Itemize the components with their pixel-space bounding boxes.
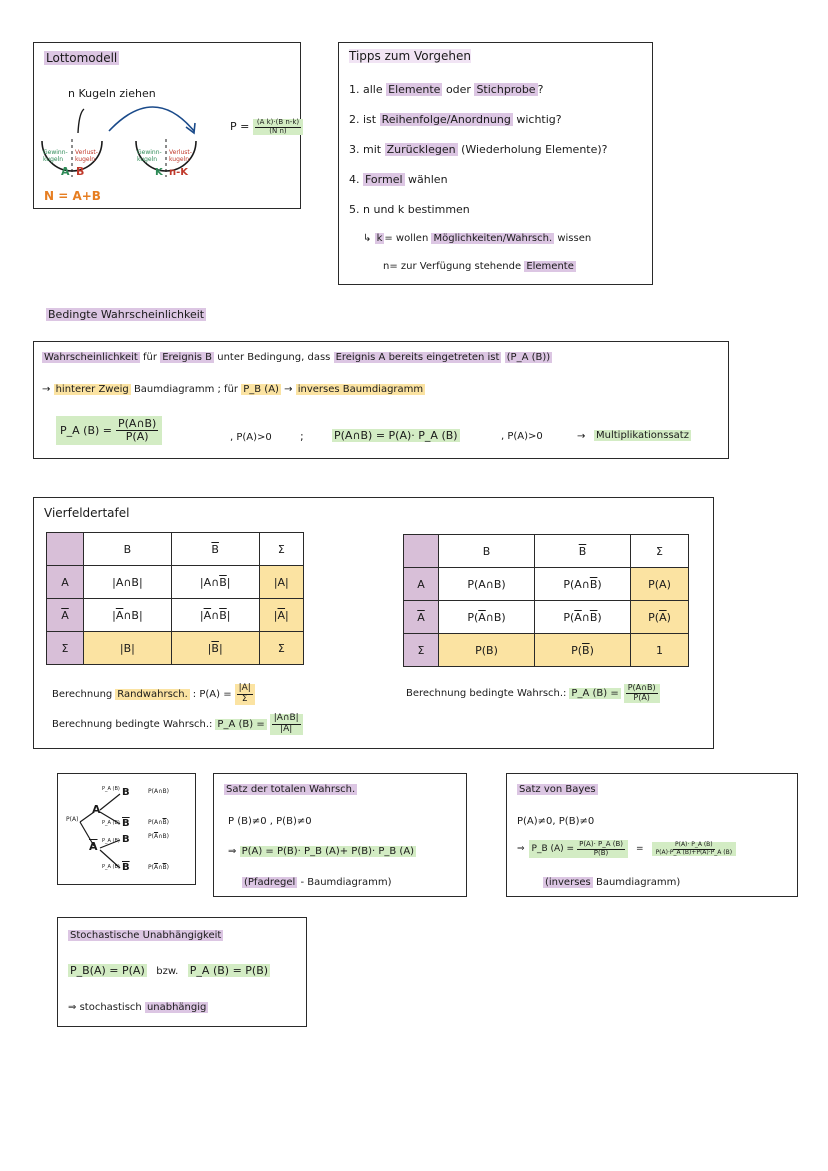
- bayes-title: Satz von Bayes: [519, 784, 596, 795]
- vf2-sum-cell: $P(\overline{B})$: [534, 634, 630, 667]
- fourfield-table-absolute: [46, 532, 304, 665]
- tree-node-b2: B: [122, 834, 130, 845]
- vf2-cell: $P(\overline{A}\cap B)$: [439, 601, 535, 634]
- vf2-head-b: B: [439, 535, 535, 568]
- calc-marginal: Berechnung Randwahrsch. : P(A) = $\frac{|A|}{\Sigma}$: [52, 684, 255, 705]
- vf1-row-a: A: [47, 566, 84, 599]
- mult-formula: P(A∩B) = P(A)· P_A (B): [334, 429, 458, 442]
- tree-node-b: B: [122, 787, 130, 798]
- urn1-left-label: Gewinn-kugeln: [43, 149, 68, 163]
- calc-conditional-prob: Berechnung bedingte Wahrsch.: P_A (B) = $\frac{P(A\cap B)}{P(A)}$: [406, 684, 660, 703]
- tree-box: [57, 773, 196, 885]
- vf2-row-a: A: [404, 568, 439, 601]
- vf1-head-bbar: $\overline{B}$: [171, 533, 259, 566]
- urn1-right-label: Verlust-kugeln: [75, 149, 98, 163]
- mult-arrow: →: [577, 431, 586, 442]
- independence-result: ⇒ stochastisch unabhängig: [68, 1002, 207, 1013]
- cond-frac: $\frac{P(A\cap B)}{P(A)}$: [118, 417, 157, 444]
- bayes-note: (inverses Baumdiagramm): [545, 877, 681, 888]
- total-prob-formula: ⇒ P(A) = P(B)· P_B (A)+ P(B)· P_B (A): [228, 846, 415, 857]
- mult-label: Multiplikationssatz: [596, 430, 689, 441]
- urn1-right-var: B: [76, 165, 85, 178]
- calc-conditional-abs: Berechnung bedingte Wahrsch.: P_A (B) = $\frac{|A\cap B|}{|A|}$: [52, 714, 303, 735]
- bayes-box: [506, 773, 798, 897]
- vf1-cell: $|\overline{A}\cap B|$: [84, 599, 172, 632]
- vf2-cell: P(A∩B): [439, 568, 535, 601]
- urn1-left-var: A: [61, 165, 70, 178]
- vf1-corner: [47, 533, 84, 566]
- urn2-right-var: n-K: [169, 167, 189, 178]
- total-prob-box: [213, 773, 467, 897]
- tree-node-bbar: $\overline{B}$: [122, 818, 130, 829]
- vf1-sum-cell: |B|: [84, 632, 172, 665]
- bayes-formula: ⇒ P_B (A) = $\frac{P(A)\cdot P\_A (B)}{P(B)}$ = $\frac{P(A)\cdot P\_A (B)}{P(A)\cdot P\_A (B)+P(A)\cdot P\_A (B)}$: [517, 840, 736, 858]
- tip-5-sub-1: ↳ k = wollen Möglichkeiten/Wahrsch. wissen: [363, 233, 592, 244]
- vf1-head-sum: Σ: [259, 533, 303, 566]
- vf2-cell: $P(\overline{A}\cap\overline{B})$: [534, 601, 630, 634]
- vf1-sum-cell: $|\overline{B}|$: [171, 632, 259, 665]
- total-prob-note: (Pfadregel - Baumdiagramm): [244, 877, 392, 888]
- urn2-left-var: K: [155, 167, 163, 178]
- cond-separator: ;: [300, 430, 304, 443]
- cond-condition-2: , P(A)>0: [501, 431, 543, 442]
- vf1-cell: $|\overline{A}\cap\overline{B}|$: [171, 599, 259, 632]
- tips-title: Tipps zum Vorgehen: [349, 49, 471, 63]
- lotto-p-num: (A k)·(B n-k): [256, 118, 300, 126]
- tree-node-a: A: [92, 803, 101, 816]
- total-prob-title: Satz der totalen Wahrsch.: [226, 784, 356, 795]
- tip-3: 3. mit Zurücklegen (Wiederholung Elemente)?: [349, 143, 608, 156]
- lotto-p-den: (N n): [269, 126, 287, 135]
- fourfield-box: [33, 497, 714, 749]
- vf2-head-sum: Σ: [631, 535, 689, 568]
- vf2-head-bbar: $\overline{B}$: [534, 535, 630, 568]
- independence-formula: P_B(A) = P(A) bzw. P_A (B) = P(B): [70, 964, 269, 977]
- vf2-sum-cell: P(A): [631, 568, 689, 601]
- tip-1: 1. alle Elemente oder Stichprobe ?: [349, 83, 544, 96]
- conditional-heading: Bedingte Wahrscheinlichkeit: [48, 308, 205, 321]
- total-formula: N = A+B: [44, 189, 101, 203]
- lotto-box: [33, 42, 301, 209]
- vf2-sum-cell: P(B): [439, 634, 535, 667]
- vf1-row-sum: Σ: [47, 632, 84, 665]
- vf1-cell: |A∩B|: [84, 566, 172, 599]
- tips-box: [338, 42, 653, 285]
- tree-root: P(A): [66, 816, 79, 823]
- independence-box: [57, 917, 307, 1027]
- tip-4: 4. Formel wählen: [349, 173, 448, 186]
- independence-title: Stochastische Unabhängigkeit: [70, 930, 222, 941]
- conditional-box: [33, 341, 729, 459]
- conditional-line-2: → hinterer Zweig Baumdiagramm ; für P_B (A) → inverses Baumdiagramm: [42, 384, 424, 395]
- vf2-row-sum: Σ: [404, 634, 439, 667]
- total-prob-condition: P (B)≠0 , P(B)≠0: [228, 816, 312, 827]
- tree-branch-label: P_A (B): [102, 820, 120, 826]
- urn2-right-label: Verlust-kugeln: [169, 149, 192, 163]
- vf2-cell: $P(A\cap\overline{B})$: [534, 568, 630, 601]
- lotto-draw-label: n Kugeln ziehen: [68, 87, 156, 100]
- fourfield-title: Vierfeldertafel: [44, 506, 130, 520]
- tree-node-abar: $\overline{A}$: [89, 840, 98, 853]
- vf1-row-abar: $\overline{A}$: [47, 599, 84, 632]
- tree-branch-label: P_A (B): [102, 786, 120, 792]
- tree-leaf: $P(\overline{A}\cap\overline{B})$: [148, 864, 169, 871]
- vf2-total: 1: [631, 634, 689, 667]
- cond-lhs: P_A (B) =: [60, 424, 112, 438]
- tip-2: 2. ist Reihenfolge/Anordnung wichtig?: [349, 113, 562, 126]
- tree-leaf: $P(A\cap\overline{B})$: [148, 819, 169, 826]
- vf1-head-b: B: [84, 533, 172, 566]
- tree-leaf: $P(\overline{A}\cap B)$: [148, 833, 169, 840]
- urn2-left-label: Gewinn-kugeln: [137, 149, 162, 163]
- vf1-sum-cell: $|\overline{A}|$: [259, 599, 303, 632]
- vf2-corner: [404, 535, 439, 568]
- lotto-p-frac: [253, 119, 303, 135]
- tree-leaf: P(A∩B): [148, 788, 169, 795]
- fourfield-table-prob: [403, 534, 689, 667]
- tip-5: 5. n und k bestimmen: [349, 203, 470, 216]
- cond-condition-1: , P(A)>0: [230, 432, 272, 443]
- vf2-sum-cell: $P(\overline{A})$: [631, 601, 689, 634]
- lotto-title: Lottomodell: [46, 51, 118, 65]
- vf1-total: Σ: [259, 632, 303, 665]
- conditional-line-1: Wahrscheinlichkeit für Ereignis B unter Bedingung, dass Ereignis A bereits eingetreten ist (P_A (B)): [44, 352, 551, 363]
- tree-branch-label: P_A (B): [102, 864, 120, 870]
- tree-branch-label: P_A (B): [102, 838, 120, 844]
- tree-node-bbar2: $\overline{B}$: [122, 862, 130, 873]
- vf1-cell: $|A\cap\overline{B}|$: [171, 566, 259, 599]
- vf2-row-abar: $\overline{A}$: [404, 601, 439, 634]
- tip-5-sub-2: n= zur Verfügung stehende Elemente: [383, 261, 574, 272]
- lotto-p-lhs: P =: [230, 120, 250, 134]
- lotto-p-formula: [230, 119, 303, 135]
- vf1-sum-cell: |A|: [259, 566, 303, 599]
- bayes-condition: P(A)≠0, P(B)≠0: [517, 816, 595, 827]
- conditional-formula: [56, 416, 162, 445]
